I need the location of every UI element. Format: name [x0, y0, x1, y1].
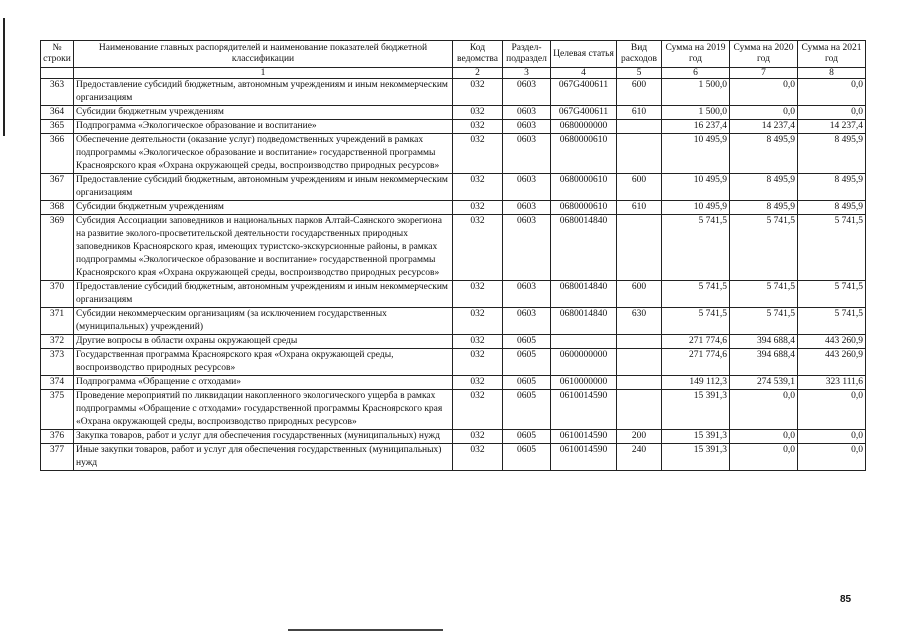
target-item-cell: 0680014840 — [551, 281, 617, 308]
page-number: 85 — [840, 594, 852, 605]
sum-2021-cell: 443 260,9 — [798, 335, 866, 349]
target-item-cell: 0610000000 — [551, 376, 617, 390]
table-row — [41, 120, 866, 134]
sum-2020-cell: 8 495,9 — [730, 201, 798, 215]
table-row — [41, 281, 866, 308]
expense-type-cell — [617, 376, 662, 390]
row-number-cell: 365 — [41, 120, 74, 134]
department-code-cell: 032 — [453, 134, 503, 174]
sum-2021-cell: 14 237,4 — [798, 120, 866, 134]
column-number: 4 — [551, 68, 617, 79]
table-row — [41, 106, 866, 120]
table-row — [41, 134, 866, 174]
sum-2021-cell: 0,0 — [798, 444, 866, 471]
row-number-cell: 363 — [41, 79, 74, 106]
sum-2020-cell: 5 741,5 — [730, 308, 798, 335]
row-number-cell: 373 — [41, 349, 74, 376]
sum-2020-cell: 0,0 — [730, 390, 798, 430]
header-target-item: Целевая статья — [551, 41, 617, 68]
sum-2021-cell: 0,0 — [798, 430, 866, 444]
name-cell: Другие вопросы в области охраны окружающей среды — [74, 335, 453, 349]
expense-type-cell — [617, 134, 662, 174]
row-number-cell: 376 — [41, 430, 74, 444]
bottom-rule — [288, 629, 443, 631]
sum-2020-cell: 0,0 — [730, 430, 798, 444]
target-item-cell: 0610014590 — [551, 390, 617, 430]
sum-2020-cell: 0,0 — [730, 444, 798, 471]
target-item-cell: 0600000000 — [551, 349, 617, 376]
sum-2019-cell: 5 741,5 — [662, 308, 730, 335]
sum-2021-cell: 323 111,6 — [798, 376, 866, 390]
table-row — [41, 174, 866, 201]
name-cell: Иные закупки товаров, работ и услуг для обеспечения государственных (муниципальных) нужд — [74, 444, 453, 471]
column-number-row — [41, 68, 866, 79]
expense-type-cell: 200 — [617, 430, 662, 444]
table-row — [41, 335, 866, 349]
sum-2020-cell: 8 495,9 — [730, 174, 798, 201]
header-expense-type: Вид расходов — [617, 41, 662, 68]
table-row — [41, 215, 866, 281]
department-code-cell: 032 — [453, 376, 503, 390]
header-department-code: Код ведомства — [453, 41, 503, 68]
expense-type-cell: 630 — [617, 308, 662, 335]
expense-type-cell — [617, 390, 662, 430]
name-cell: Субсидии некоммерческим организациям (за исключением государственных (муниципальных) учреждений) — [74, 308, 453, 335]
section-cell: 0605 — [503, 390, 551, 430]
section-cell: 0603 — [503, 308, 551, 335]
sum-2021-cell: 5 741,5 — [798, 281, 866, 308]
header-section: Раздел-подраздел — [503, 41, 551, 68]
table-body — [41, 79, 866, 471]
department-code-cell: 032 — [453, 120, 503, 134]
department-code-cell: 032 — [453, 308, 503, 335]
name-cell: Подпрограмма «Экологическое образование и воспитание» — [74, 120, 453, 134]
column-number: 8 — [798, 68, 866, 79]
target-item-cell: 0680000000 — [551, 120, 617, 134]
department-code-cell: 032 — [453, 215, 503, 281]
column-number: 3 — [503, 68, 551, 79]
expense-type-cell: 600 — [617, 174, 662, 201]
name-cell: Подпрограмма «Обращение с отходами» — [74, 376, 453, 390]
section-cell: 0603 — [503, 106, 551, 120]
section-cell: 0603 — [503, 79, 551, 106]
sum-2021-cell: 0,0 — [798, 106, 866, 120]
table-row — [41, 376, 866, 390]
department-code-cell: 032 — [453, 335, 503, 349]
target-item-cell: 067G400611 — [551, 106, 617, 120]
department-code-cell: 032 — [453, 430, 503, 444]
target-item-cell: 0610014590 — [551, 444, 617, 471]
sum-2021-cell: 8 495,9 — [798, 201, 866, 215]
table-row — [41, 79, 866, 106]
section-cell: 0605 — [503, 349, 551, 376]
sum-2019-cell: 1 500,0 — [662, 106, 730, 120]
table-row — [41, 201, 866, 215]
sum-2020-cell: 0,0 — [730, 79, 798, 106]
sum-2020-cell: 274 539,1 — [730, 376, 798, 390]
sum-2021-cell: 0,0 — [798, 79, 866, 106]
department-code-cell: 032 — [453, 349, 503, 376]
table-row — [41, 430, 866, 444]
expense-type-cell — [617, 120, 662, 134]
department-code-cell: 032 — [453, 174, 503, 201]
expense-type-cell — [617, 335, 662, 349]
sum-2019-cell: 5 741,5 — [662, 281, 730, 308]
name-cell: Предоставление субсидий бюджетным, автономным учреждениям и иным некоммерческим организациям — [74, 281, 453, 308]
row-number-cell: 377 — [41, 444, 74, 471]
left-margin-rule — [3, 18, 5, 136]
sum-2019-cell: 271 774,6 — [662, 349, 730, 376]
sum-2020-cell: 14 237,4 — [730, 120, 798, 134]
section-cell: 0605 — [503, 376, 551, 390]
name-cell: Субсидия Ассоциации заповедников и национальных парков Алтай-Саянского экорегиона на развитие эколого-просветительской деятельности государственных природных заповедников Красноярского края, имеющих туристско-экскурсионные районы, в рамках подпрограммы «Экологическое образование и воспитание» государственной программы Красноярского края «Охрана окружающей среды, воспроизводство природных ресурсов» — [74, 215, 453, 281]
expense-type-cell — [617, 349, 662, 376]
sum-2021-cell: 443 260,9 — [798, 349, 866, 376]
name-cell: Проведение мероприятий по ликвидации накопленного экологического ущерба в рамках подпрограммы «Обращение с отходами» государственной программы Красноярского края «Охрана окружающей среды, воспроизводство природных ресурсов» — [74, 390, 453, 430]
sum-2019-cell: 271 774,6 — [662, 335, 730, 349]
department-code-cell: 032 — [453, 390, 503, 430]
sum-2021-cell: 0,0 — [798, 390, 866, 430]
department-code-cell: 032 — [453, 281, 503, 308]
expense-type-cell — [617, 215, 662, 281]
name-cell: Предоставление субсидий бюджетным, автономным учреждениям и иным некоммерческим организациям — [74, 174, 453, 201]
name-cell: Обеспечение деятельности (оказание услуг) подведомственных учреждений в рамках подпрограммы «Экологическое образование и воспитание» государственной программы Красноярского края «Охрана окружающей среды, воспроизводство природных ресурсов» — [74, 134, 453, 174]
sum-2019-cell: 10 495,9 — [662, 174, 730, 201]
sum-2021-cell: 8 495,9 — [798, 174, 866, 201]
section-cell: 0603 — [503, 134, 551, 174]
sum-2021-cell: 8 495,9 — [798, 134, 866, 174]
column-number: 6 — [662, 68, 730, 79]
sum-2019-cell: 16 237,4 — [662, 120, 730, 134]
sum-2020-cell: 394 688,4 — [730, 349, 798, 376]
department-code-cell: 032 — [453, 79, 503, 106]
expense-type-cell: 600 — [617, 79, 662, 106]
column-number: 1 — [74, 68, 453, 79]
section-cell: 0605 — [503, 430, 551, 444]
sum-2019-cell: 10 495,9 — [662, 201, 730, 215]
section-cell: 0603 — [503, 281, 551, 308]
table-row — [41, 349, 866, 376]
sum-2020-cell: 5 741,5 — [730, 215, 798, 281]
row-number-cell: 367 — [41, 174, 74, 201]
row-number-cell: 372 — [41, 335, 74, 349]
column-number — [41, 68, 74, 79]
sum-2019-cell: 1 500,0 — [662, 79, 730, 106]
expense-type-cell: 610 — [617, 106, 662, 120]
target-item-cell: 0680014840 — [551, 308, 617, 335]
row-number-cell: 374 — [41, 376, 74, 390]
section-cell: 0605 — [503, 335, 551, 349]
row-number-cell: 368 — [41, 201, 74, 215]
target-item-cell: 0680014840 — [551, 215, 617, 281]
column-number: 7 — [730, 68, 798, 79]
section-cell: 0603 — [503, 215, 551, 281]
sum-2021-cell: 5 741,5 — [798, 215, 866, 281]
row-number-cell: 371 — [41, 308, 74, 335]
sum-2020-cell: 8 495,9 — [730, 134, 798, 174]
header-sum-2021: Сумма на 2021 год — [798, 41, 866, 68]
table-row — [41, 390, 866, 430]
sum-2019-cell: 10 495,9 — [662, 134, 730, 174]
table-row — [41, 444, 866, 471]
target-item-cell: 0680000610 — [551, 174, 617, 201]
sum-2019-cell: 15 391,3 — [662, 444, 730, 471]
column-number: 5 — [617, 68, 662, 79]
expense-type-cell: 240 — [617, 444, 662, 471]
target-item-cell: 067G400611 — [551, 79, 617, 106]
header-row-number: № строки — [41, 41, 74, 68]
name-cell: Субсидии бюджетным учреждениям — [74, 201, 453, 215]
department-code-cell: 032 — [453, 444, 503, 471]
table-header-row — [41, 41, 866, 68]
department-code-cell: 032 — [453, 201, 503, 215]
sum-2019-cell: 15 391,3 — [662, 430, 730, 444]
section-cell: 0603 — [503, 120, 551, 134]
target-item-cell: 0680000610 — [551, 134, 617, 174]
row-number-cell: 370 — [41, 281, 74, 308]
row-number-cell: 375 — [41, 390, 74, 430]
department-code-cell: 032 — [453, 106, 503, 120]
name-cell: Субсидии бюджетным учреждениям — [74, 106, 453, 120]
expense-type-cell: 600 — [617, 281, 662, 308]
name-cell: Закупка товаров, работ и услуг для обеспечения государственных (муниципальных) нужд — [74, 430, 453, 444]
row-number-cell: 364 — [41, 106, 74, 120]
section-cell: 0603 — [503, 174, 551, 201]
sum-2020-cell: 394 688,4 — [730, 335, 798, 349]
sum-2019-cell: 15 391,3 — [662, 390, 730, 430]
target-item-cell: 0680000610 — [551, 201, 617, 215]
sum-2020-cell: 5 741,5 — [730, 281, 798, 308]
table-row — [41, 308, 866, 335]
sum-2020-cell: 0,0 — [730, 106, 798, 120]
header-sum-2019: Сумма на 2019 год — [662, 41, 730, 68]
section-cell: 0603 — [503, 201, 551, 215]
row-number-cell: 369 — [41, 215, 74, 281]
column-number: 2 — [453, 68, 503, 79]
section-cell: 0605 — [503, 444, 551, 471]
header-sum-2020: Сумма на 2020 год — [730, 41, 798, 68]
name-cell: Государственная программа Красноярского края «Охрана окружающей среды, воспроизводство природных ресурсов» — [74, 349, 453, 376]
sum-2021-cell: 5 741,5 — [798, 308, 866, 335]
target-item-cell: 0610014590 — [551, 430, 617, 444]
sum-2019-cell: 5 741,5 — [662, 215, 730, 281]
row-number-cell: 366 — [41, 134, 74, 174]
expense-type-cell: 610 — [617, 201, 662, 215]
sum-2019-cell: 149 112,3 — [662, 376, 730, 390]
budget-table — [40, 40, 866, 471]
header-name: Наименование главных распорядителей и наименование показателей бюджетной классификации — [74, 41, 453, 68]
target-item-cell — [551, 335, 617, 349]
name-cell: Предоставление субсидий бюджетным, автономным учреждениям и иным некоммерческим организациям — [74, 79, 453, 106]
